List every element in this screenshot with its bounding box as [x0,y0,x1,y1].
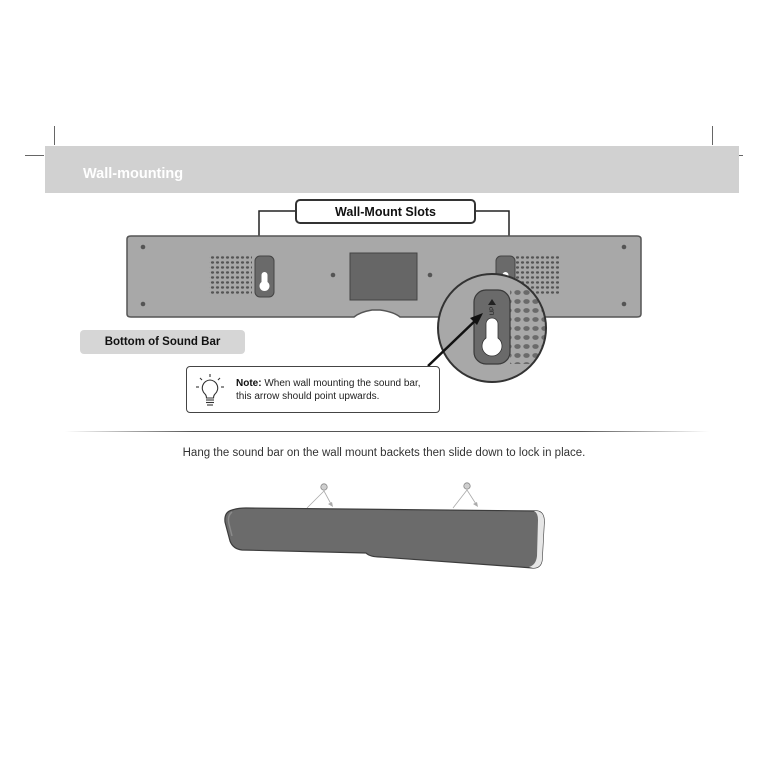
wall-mount-slots-callout: Wall-Mount Slots [295,199,476,224]
zoom-up-label: UP [489,306,496,316]
note-prefix: Note: [236,378,262,389]
instruction-text: Hang the sound bar on the wall mount backets then slide down to lock in place. [182,447,586,459]
note-line2: this arrow should point upwards. [236,391,380,402]
note-line1: When wall mounting the sound bar, [261,378,421,389]
soundbar-front-body [225,508,544,568]
screw-icon [321,483,470,490]
bottom-of-sound-bar-label: Bottom of Sound Bar [80,330,245,354]
section-title: Wall-mounting [83,166,184,182]
